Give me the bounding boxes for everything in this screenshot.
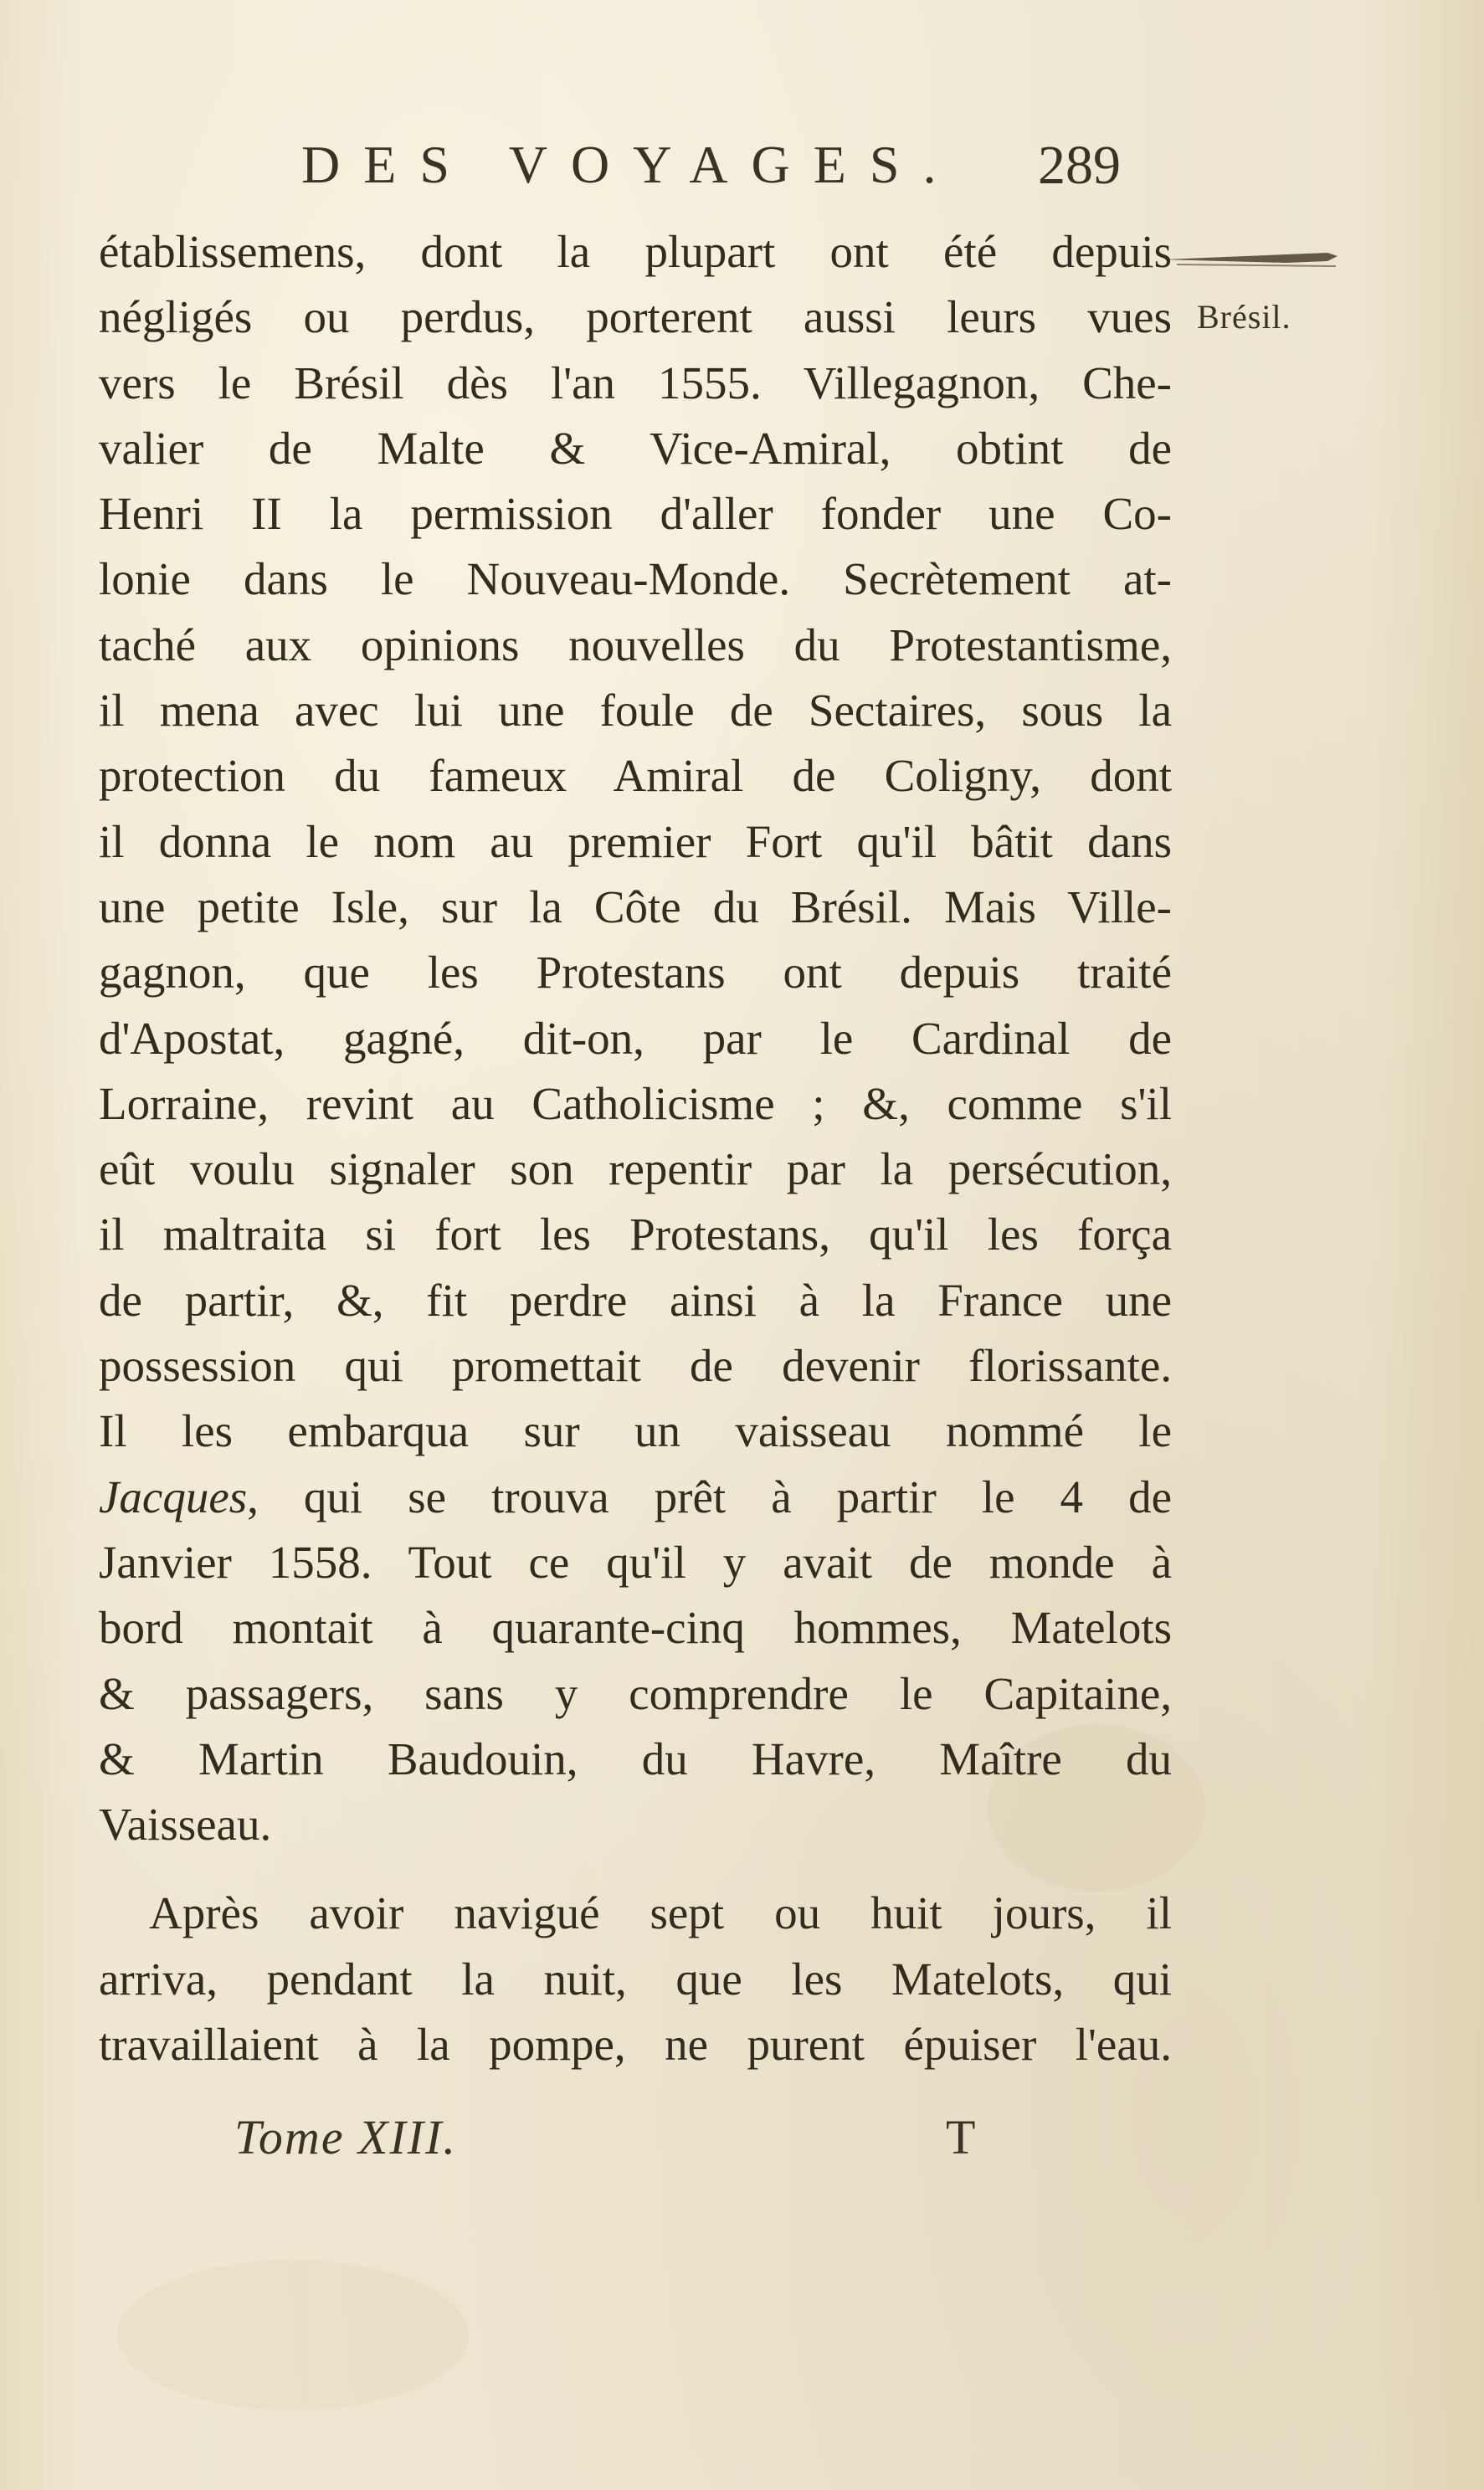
text-line: il donna le nom au premier Fort qu'il bâtit dans bbox=[99, 815, 1172, 867]
paragraph-gap bbox=[99, 1857, 1172, 1881]
text-line: vers le Brésil dès l'an 1555. Villegagnon, Che- bbox=[99, 357, 1172, 408]
text-line: d'Apostat, gagné, dit-on, par le Cardinal de bbox=[99, 1012, 1172, 1064]
text-line: & passagers, sans y comprendre le Capitaine, bbox=[99, 1667, 1172, 1719]
text-line: Après avoir navigué sept ou huit jours, il bbox=[149, 1887, 1172, 1939]
text-line: Henri II la permission d'aller fonder une Co- bbox=[99, 488, 1172, 540]
text-line: gagnon, que les Protestans ont depuis traité bbox=[99, 947, 1172, 999]
text-line: possession qui promettait de devenir florissante. bbox=[99, 1340, 1172, 1392]
text-line: arriva, pendant la nuit, que les Matelots, qui bbox=[99, 1953, 1172, 2005]
margin-rule-ornament bbox=[1160, 248, 1346, 270]
text-line: négligés ou perdus, porterent aussi leurs vues bbox=[99, 291, 1172, 343]
text-line: Janvier 1558. Tout ce qu'il y avait de monde à bbox=[99, 1536, 1172, 1588]
gathering-mark: T bbox=[946, 2110, 976, 2164]
text-line: Vaisseau. bbox=[99, 1799, 272, 1851]
tome-signature: Tome XIII. bbox=[234, 2110, 457, 2164]
text-line: il mena avec lui une foule de Sectaires, sous la bbox=[99, 685, 1172, 737]
text-line: taché aux opinions nouvelles du Protestantisme, bbox=[99, 619, 1172, 670]
text-line: valier de Malte & Vice-Amiral, obtint de bbox=[99, 422, 1172, 474]
text-line: de partir, &, fit perdre ainsi à la France une bbox=[99, 1274, 1172, 1326]
text-line: établissemens, dont la plupart ont été depuis bbox=[99, 226, 1172, 277]
text-line: il maltraita si fort les Protestans, qu'il les força bbox=[99, 1209, 1172, 1260]
ship-name: Jacques bbox=[99, 1471, 248, 1522]
text-line: protection du fameux Amiral de Coligny, dont bbox=[99, 750, 1172, 802]
text-line: Jacques, qui se trouva prêt à partir le 4 de bbox=[99, 1471, 1172, 1522]
text-line: Il les embarqua sur un vaisseau nommé le bbox=[99, 1405, 1172, 1457]
body-text bbox=[99, 219, 1172, 2077]
paper-stain bbox=[117, 2260, 469, 2410]
text-line: bord montait à quarante-cinq hommes, Matelots bbox=[99, 1602, 1172, 1654]
running-head: DES VOYAGES. bbox=[301, 135, 960, 194]
margin-note: Brésil. bbox=[1197, 298, 1291, 336]
text-line: & Martin Baudouin, du Havre, Maître du bbox=[99, 1733, 1172, 1784]
text-line: Lorraine, revint au Catholicisme ; &, comme s'il bbox=[99, 1077, 1172, 1129]
text-line: lonie dans le Nouveau-Monde. Secrètement at- bbox=[99, 553, 1172, 605]
signature-line bbox=[234, 2109, 1021, 2176]
text-line: travaillaient à la pompe, ne purent épuiser l'eau. bbox=[99, 2019, 1172, 2071]
text-line: une petite Isle, sur la Côte du Brésil. Mais Ville- bbox=[99, 880, 1172, 932]
page-number: 289 bbox=[1038, 135, 1121, 196]
text-line: eût voulu signaler son repentir par la persécution, bbox=[99, 1143, 1172, 1195]
